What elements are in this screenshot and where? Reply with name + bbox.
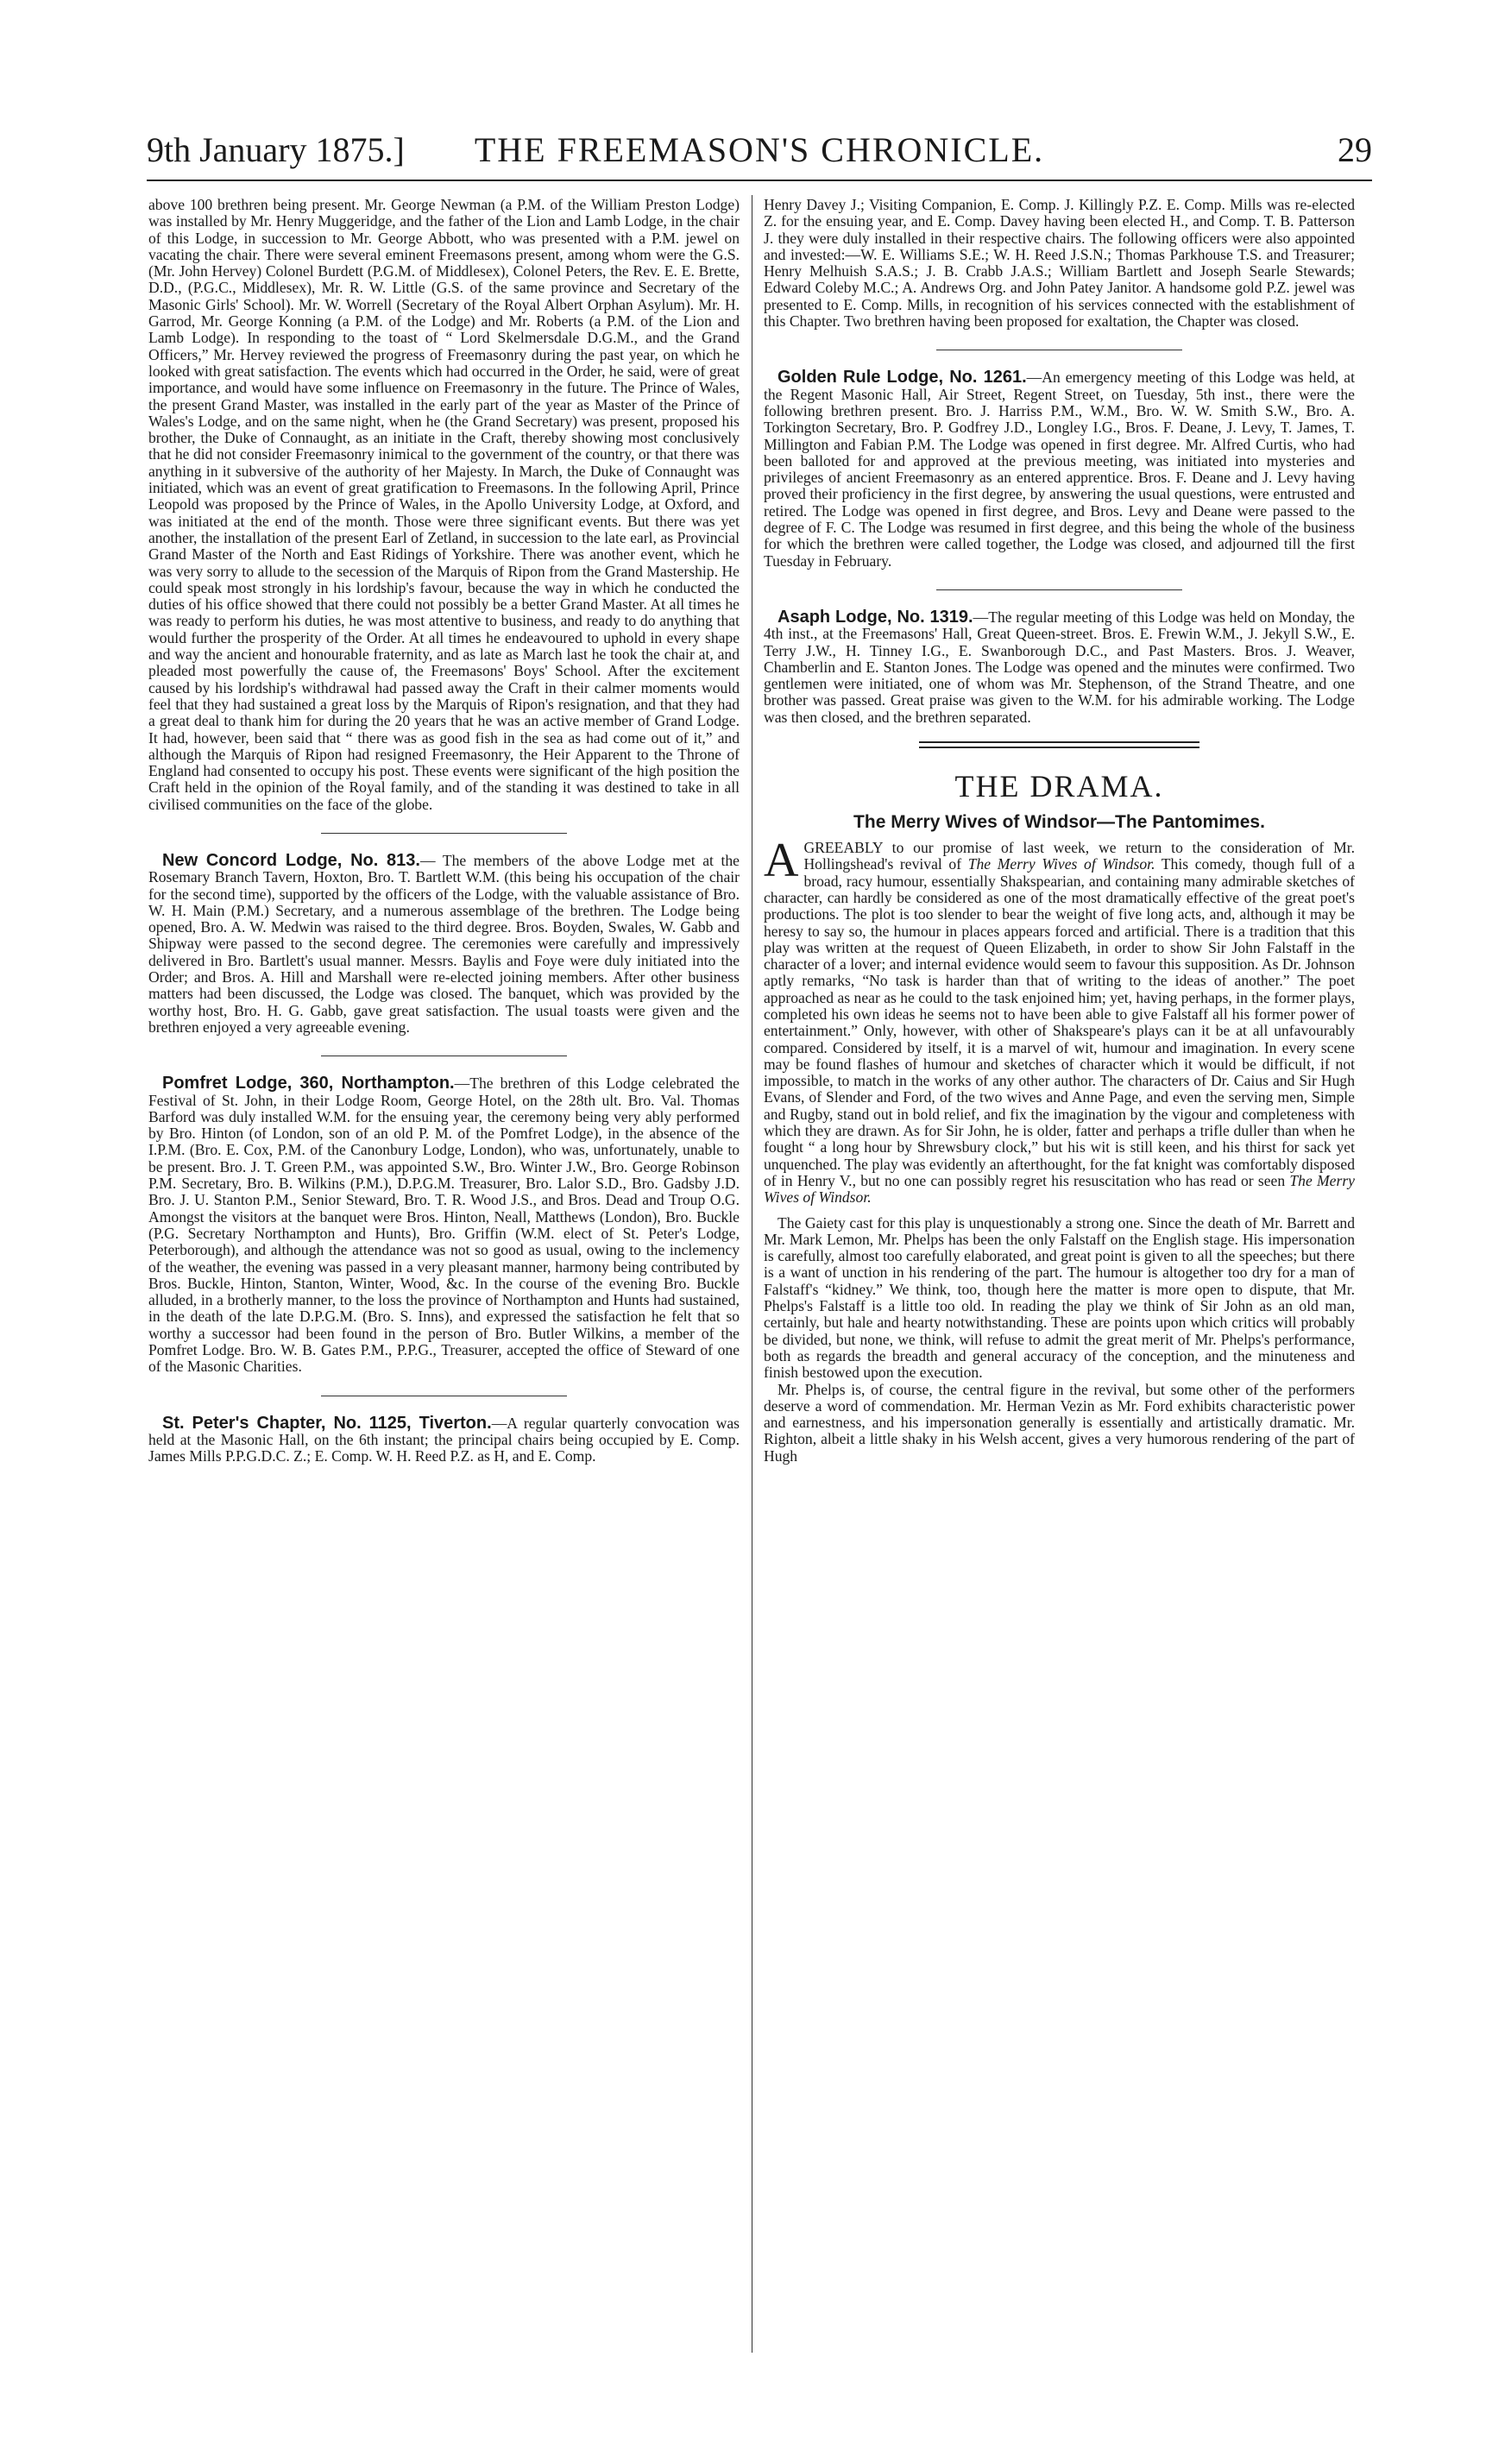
header-date: 9th January 1875.]: [147, 130, 405, 169]
golden-rule-title: Golden Rule Lodge, No. 1261.: [778, 368, 1027, 388]
section-divider: [148, 813, 740, 853]
header-title: THE FREEMASON'S CHRONICLE.: [474, 130, 1045, 169]
double-rule: [764, 726, 1355, 764]
section-divider: [148, 1036, 740, 1075]
drama-paragraph-2: The Gaiety cast for this play is unquestionably a strong one. Since the death of Mr. Barrett and Mr. Mark Lemon, Mr. Phelps has been the only Falstaff on the English stage. His impersonation is carefully, almost too carefully elaborated, and great point is given to all the speeches; but there is a want of unction in his rendering of the part. The humour is altogether too dry for a man of Falstaff's “kidney.” We think, too, though here the matter is more open to dispute, that Mr. Phelps's Falstaff is a little too old. In reading the play we think of Sir John as an old man, certainly, but hale and hearty notwithstanding. These are points upon which critics will probably be divided, but none, we think, will refuse to admit the great merit of Mr. Phelps's performance, both as regards the breadth and general accuracy of the conception, and the minuteness and finish bestowed upon the execution.: [764, 1213, 1355, 1382]
drama-p1-text-b: This comedy, though full of a broad, racy humour, essentially Shakspearian, and containing many admirable sketches of character, can hardly be considered as one of the most dramatically effective of the great poet's productions. The plot is too slender to bear the weight of five long acts, and, although it may be heresy to say so, the humour in places appears forced and artificial. There is a tradition that this play was written at the request of Queen Elizabeth, in order to show Sir John Falstaff in the character of a lover; and internal evidence would seem to favour this supposition. As Dr. Johnson aptly remarks, “No task is harder than that of writing to the ideas of another.” The poet approached as near as he could to the task enjoined him; yet, having perhaps, in the former plays, completed his own ideas he seems not to have been able to give Falstaff all his former power of entertainment.” Only, however, with other of Shakspeare's plays can it be at all unfavourably compared. Considered by itself, it is a marvel of wit, humour and imagination. In every scene may be found flashes of humour and sketches of character which it would be difficult, if not impossible, to match in the works of any other author. The characters of Dr. Caius and Sir Hugh Evans, of Slender and Ford, of the two wives and Anne Page, and even the serving men, Simple and Rugby, stand out in bold relief, and fix the imagination by the vigour and completeness with which they are drawn. As for Sir John, he is older, fatter and perhaps a trifle duller than when he fought “ a long hour by Shrewsbury clock,” but his wit is still keen, and his thirst for sack yet unquenched. The play was evidently an afterthought, for the fat knight was comfortably disposed of in Henry V., but no one can possibly regret his resuscitation who has read or seen: [764, 855, 1355, 1189]
st-peters-title: St. Peter's Chapter, No. 1125, Tiverton.: [162, 1413, 492, 1433]
drama-paragraph-1: [764, 834, 1355, 1207]
st-peters-body: —A regular quarterly convocation was held at the Masonic Hall, on the 6th instant; the principal chairs being occupied by E. Comp. James Mills P.P.G.D.C. Z.; E. Comp. W. H. Reed P.Z. as H, and E. Comp.: [148, 1414, 740, 1465]
asaph-report: [764, 609, 1355, 726]
new-concord-body: — The members of the above Lodge met at the Rosemary Branch Tavern, Hoxton, Bro. T. Bartlett W.M. (this being his occupation of the chair for the second time), supported by the officers of the Lodge, with the valuable assistance of Bro. W. H. Main (P.M.) Secretary, and a numerous assemblage of the brethren. The Lodge being opened, Bro. A. W. Medwin was raised to the third degree. Bros. Boyden, Swales, W. Gabb and Shipway were passed to the second degree. The ceremonies were carefully and impressively delivered in Bro. Bartlett's usual manner. Messrs. Baylis and Foye were duly initiated into the Order; and Bros. A. Hill and Marshall were re-elected joining members. After other business matters had been discussed, the Lodge was closed. The banquet, which was provided by the worthy host, Bro. H. G. Gabb, gave great satisfaction. The usual toasts were given and the brethren enjoyed a very agreeable evening.: [148, 851, 740, 1036]
play-title: The Merry Wives of Windsor.: [764, 1171, 1355, 1207]
drama-paragraph-3: Mr. Phelps is, of course, the central figure in the revival, but some other of the performers deserve a word of commendation. Mr. Herman Vezin as Mr. Ford exhibits characteristic power and earnestness, and his impersonation generally is essentially and artistically dramatic. Mr. Righton, albeit a little shaky in his Welsh accent, gives a very humorous rendering of the part of Hugh: [764, 1380, 1355, 1465]
section-divider: [764, 570, 1355, 609]
section-divider: [148, 1376, 740, 1415]
play-title: The Merry Wives of Windsor.: [967, 855, 1155, 873]
right-column: [764, 197, 1355, 1465]
drama-heading: THE DRAMA.: [954, 769, 1164, 804]
section-divider: [764, 330, 1355, 369]
new-concord-report: [148, 850, 740, 1036]
pomfret-title: Pomfret Lodge, 360, Northampton.: [162, 1074, 455, 1093]
st-peters-continued: Henry Davey J.; Visiting Companion, E. Comp. J. Killingly P.Z. E. Comp. Mills was re-elected Z. for the ensuing year, and E. Comp. Davey having been elected H., and Comp. T. B. Patterson J. they were duly installed in their respective chairs. The following officers were also appointed and invested:—W. E. Williams S.E.; W. H. Reed J.S.N.; Thomas Parkhouse T.S. and Treasurer; Henry Melhuish S.A.S.; J. B. Crabb J.A.S.; William Bartlett and Joseph Searle Stewards; Edward Coleby M.C.; A. Andrews Org. and John Patey Janitor. A handsome gold P.Z. jewel was presented to E. Comp. Mills, in recognition of his services connected with the establishment of this Chapter. Two brethren having been proposed for exaltation, the Chapter was closed.: [764, 196, 1355, 331]
pomfret-body: —The brethren of this Lodge celebrated the Festival of St. John, in their Lodge Room, George Hotel, on the 28th ult. Bro. Val. Thomas Barford was duly installed W.M. for the ensuing year, the ceremony being very ably performed by Bro. Hinton (of London, son of an old P. M. of the Pomfret Lodge), in the absence of the I.P.M. (Bro. E. Cox, P.M. of the Canonbury Lodge, London), who was, unfortunately, unable to be present. Bro. J. T. Green P.M., was appointed S.W., Bro. Winter J.W., Bro. George Robinson P.M. Secretary, Bro. B. Wilkins (P.M.), D.P.G.M. Treasurer, Bro. Lalor S.D., Bro. Gadsby J.D. Bro. J. U. Stanton P.M., Senior Steward, Bro. T. R. Wood J.S., and Bros. Dead and Troup O.G. Amongst the visitors at the banquet were Bros. Hinton, Neall, Matthews (London), Bro. Buckle (P.G. Secretary Northampton and Hunts), Bro. Griffin (W.M. elect of St. Peter's Lodge, Peterborough), and although the attendance was not so good as usual, owing to the inclemency of the weather, the evening was passed in a very pleasant manner, harmony being contributed by Bros. Buckle, Hinton, Stanton, Winter, Wood, &c. In the course of the evening Bro. Buckle alluded, in a brotherly manner, to the loss the province of Northampton and Hunts had sustained, in the death of the late D.P.G.M. (Bro. S. Inns), and expressed the satisfaction he felt that so worthy a successor had been found in the person of Bro. Butler Wilkins, a member of the Pomfret Lodge. Bro. W. B. Gates P.M., P.P.G., Treasurer, accepted the office of Steward of one of the Masonic Charities.: [148, 1074, 740, 1376]
golden-rule-body: —An emergency meeting of this Lodge was held, at the Regent Masonic Hall, Air Street, Regent Street, on Tuesday, 5th inst., there were the following brethren present. Bro. J. Harriss P.M., W.M., Bro. W. W. Smith S.W., Bro. A. Torkington Secretary, Bro. P. Godfrey J.D., Longley I.G., Bros. F. Deane, J. Levy, T. James, T. Millington and Fabian P.M. The Lodge was opened in first degree. Mr. Alfred Curtis, who had been balloted for and approved at the previous meeting, was initiated into mysteries and privileges of ancient Freemasonry as an entered apprentice. Bros. F. Deane and J. Levy having proved their proficiency in the first degree, by answering the usual questions, were entrusted and retired. The Lodge was opened in first degree, and Bros. Levy and Deane were passed to the degree of F. C. The Lodge was resumed in first degree, and this being the whole of the business for which the brethren were called together, the Lodge was closed, and adjourned till the first Tuesday in February.: [764, 369, 1355, 570]
golden-rule-report: [764, 369, 1355, 570]
drop-cap: A: [764, 834, 799, 888]
asaph-title: Asaph Lodge, No. 1319.: [778, 607, 973, 627]
left-column: [148, 197, 740, 1465]
lion-lamb-report: above 100 brethren being present. Mr. George Newman (a P.M. of the William Preston Lodge) was installed by Mr. Henry Muggeridge, and the father of the Lion and Lamb Lodge, in the chair of this Lodge, in succession to Mr. George Abbott, who was presented with a P.M. jewel on vacating the chair. There were several eminent Freemasons present, among whom were the G.S. (Mr. John Hervey) Colonel Burdett (P.G.M. of Middlesex), Colonel Peters, the Rev. E. E. Brette, D.D., (P.G.C., Middlesex), Mr. R. W. Little (G.S. of the same province and Secretary of the Masonic Girls' School). Mr. W. Worrell (Secretary of the Royal Albert Orphan Asylum). Mr. H. Garrod, Mr. George Konning (a P.M. of the Lodge) and Mr. Roberts (a P.M. of the Lion and Lamb Lodge). In responding to the toast of “ Lord Skelmersdale D.G.M., and the Grand Officers,” Mr. Hervey reviewed the progress of Freemasonry during the past year, on which he looked with great satisfaction. The events which had occurred in the Order, he said, were of great importance, and would have some influence on Freemasonry in the future. The Prince of Wales, the present Grand Master, was installed in the early part of the year as Master of the Prince of Wales's Lodge, and on the same night, when he (the Grand Secretary) was present, proposed his brother, the Duke of Connaught, as an initiate in the Craft, thereby showing most conclusively that he did not consider Freemasonry inimical to the government of the country, or that there was anything in it subversive of the authority of her Majesty. In March, the Duke of Connaught was initiated, which was an event of great gratification to Freemasons. In the following April, Prince Leopold was proposed by the Prince of Wales, in the Apollo University Lodge, at Oxford, and was initiated at the end of the month. Those were three significant events. But there was yet another, the installation of the present Earl of Zetland, in succession to the late earl, as Provincial Grand Master of the North and East Ridings of Yorkshire. There was another event, which he was very sorry to allude to the secession of the Marquis of Ripon from the Grand Mastership. He could speak most strongly in his lordship's favour, because the way in which he conducted the duties of his office showed that there could not possibly be a better Grand Master. At all times he was ready to perform his duties, he was most attentive to business, and ready to do anything that would further the prosperity of the Order. At all times he endeavoured to uphold in every shape and way the ancient and honourable fraternity, and as late as March last he took the chair at, and pleaded most powerfully the cause of, the Freemasons' Boys' School. After the excitement caused by his lordship's withdrawal had passed away the Craft in their calmer moments would feel that they had sustained a great loss by the Marquis of Ripon's resignation, and that they had a great deal to thank him for during the 20 years that he was an active member of Grand Lodge. It had, however, been said that “ there was as good fish in the sea as had come out of it,” and although the Marquis of Ripon had resigned Freemasonry, the Heir Apparent to the Throne of England had consented to occupy his post. These events were significant of the high position the Craft held in the opinion of the Royal family, and of the standing it was destined to take in all civilised communities on the face of the globe.: [148, 196, 740, 813]
drama-subheading: The Merry Wives of Windsor—The Pantomimes.: [853, 812, 1265, 833]
st-peters-report: [148, 1415, 740, 1465]
drama-p1-text-a: GREEABLY to our promise of last week, we return to the consideration of Mr. Hollingshead's revival of: [803, 839, 1355, 873]
new-concord-title: New Concord Lodge, No. 813.: [162, 850, 420, 870]
page-header: [147, 128, 1372, 181]
asaph-body: —The regular meeting of this Lodge was held on Monday, the 4th inst., at the Freemasons' Hall, Great Queen-street. Bros. E. Frewin W.M., J. Jekyll S.W., E. Terry J.W., H. Tinney I.G., E. Swanborough D.C., and Past Masters. Bros. J. Weaver, Chamberlin and E. Stanton Jones. The Lodge was opened and the minutes were confirmed. Two gentlemen were initiated, one of whom was Mr. Stephenson, of the Strand Theatre, and one brother was passed. Great praise was given to the W.M. for his admirable working. The Lodge was then closed, and the brethren separated.: [764, 608, 1355, 726]
page-number: 29: [1338, 130, 1372, 169]
pomfret-report: [148, 1075, 740, 1375]
